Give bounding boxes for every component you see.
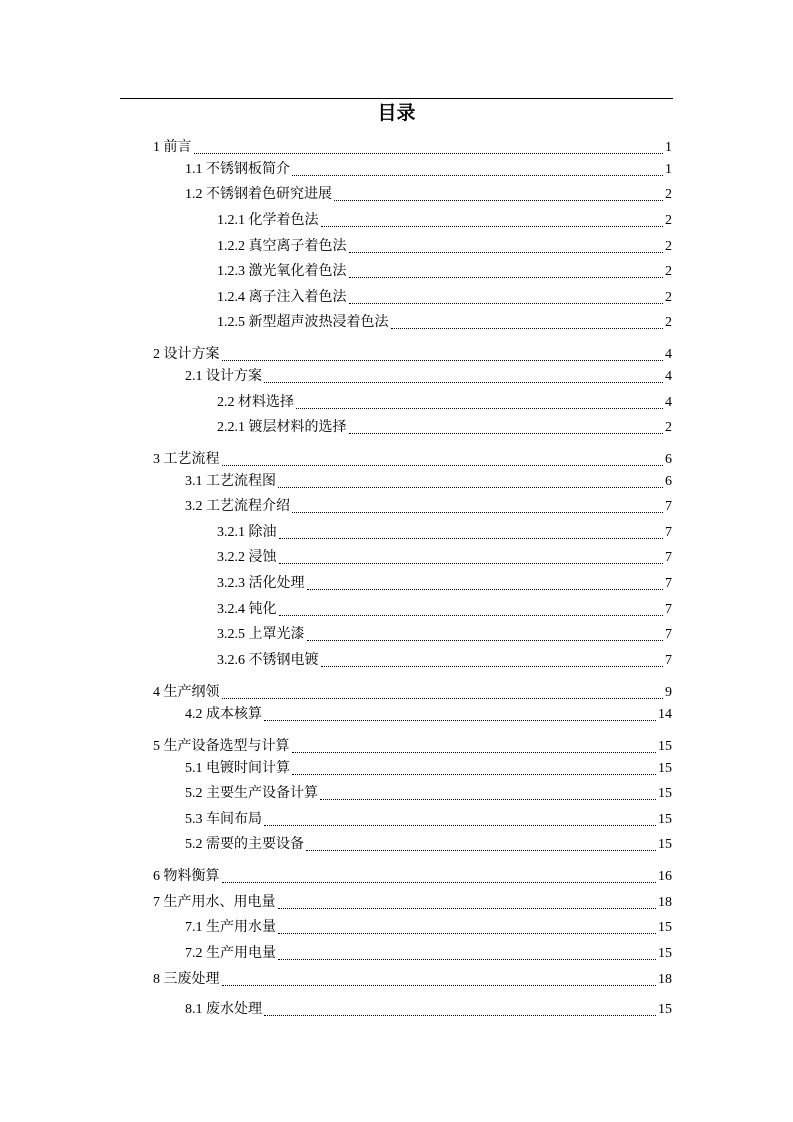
toc-entry-label: 8 三废处理 bbox=[153, 972, 220, 987]
toc-entry[interactable] bbox=[153, 345, 672, 365]
toc-entry[interactable] bbox=[185, 918, 672, 938]
toc-entry[interactable] bbox=[217, 523, 672, 543]
toc-entry-label: 3.2.5 上罩光漆 bbox=[217, 627, 305, 642]
toc-entry-page-number: 2 bbox=[665, 187, 672, 202]
toc-entry-label: 3.2.3 活化处理 bbox=[217, 576, 305, 591]
toc-leader-dots bbox=[278, 933, 656, 934]
toc-entry-label: 8.1 废水处理 bbox=[185, 1002, 262, 1017]
toc-entry[interactable] bbox=[153, 737, 672, 757]
toc-entry[interactable] bbox=[217, 288, 672, 308]
toc-entry-label: 1.2.4 离子注入着色法 bbox=[217, 290, 347, 305]
toc-entry-page-number: 2 bbox=[665, 239, 672, 254]
toc-entry-page-number: 15 bbox=[658, 946, 672, 961]
toc-entry-page-number: 15 bbox=[658, 1002, 672, 1017]
toc-entry-page-number: 15 bbox=[658, 786, 672, 801]
toc-entry[interactable] bbox=[185, 705, 672, 725]
toc-leader-dots bbox=[349, 433, 664, 434]
toc-leader-dots bbox=[194, 153, 664, 154]
toc-entry-page-number: 7 bbox=[665, 576, 672, 591]
toc-entry-page-number: 18 bbox=[658, 972, 672, 987]
toc-leader-dots bbox=[307, 640, 664, 641]
toc-entry-label: 2.2.1 镀层材料的选择 bbox=[217, 420, 347, 435]
toc-leader-dots bbox=[321, 226, 664, 227]
toc-entry-label: 3.2.6 不锈钢电镀 bbox=[217, 653, 319, 668]
toc-entry-page-number: 2 bbox=[665, 264, 672, 279]
toc-entry-page-number: 2 bbox=[665, 213, 672, 228]
toc-leader-dots bbox=[279, 538, 664, 539]
toc-entry-label: 5 生产设备选型与计算 bbox=[153, 739, 290, 754]
toc-entry-page-number: 4 bbox=[665, 369, 672, 384]
toc-entry[interactable] bbox=[217, 237, 672, 257]
toc-entry-label: 5.2 需要的主要设备 bbox=[185, 837, 304, 852]
toc-entry-label: 1.2.3 激光氧化着色法 bbox=[217, 264, 347, 279]
toc-entry-label: 3.1 工艺流程图 bbox=[185, 474, 276, 489]
toc-entry[interactable] bbox=[185, 497, 672, 517]
toc-entry-page-number: 15 bbox=[658, 837, 672, 852]
toc-entry-page-number: 16 bbox=[658, 869, 672, 884]
toc-entry[interactable] bbox=[185, 185, 672, 205]
toc-leader-dots bbox=[222, 465, 664, 466]
toc-entry[interactable] bbox=[185, 1000, 672, 1020]
toc-entry-page-number: 2 bbox=[665, 290, 672, 305]
toc-leader-dots bbox=[349, 252, 664, 253]
toc-entry-page-number: 15 bbox=[658, 920, 672, 935]
toc-leader-dots bbox=[264, 382, 663, 383]
toc-entry-label: 1.1 不锈钢板简介 bbox=[185, 162, 290, 177]
toc-entry[interactable] bbox=[185, 160, 672, 180]
toc-entry-label: 2.2 材料选择 bbox=[217, 395, 294, 410]
toc-leader-dots bbox=[264, 825, 656, 826]
toc-entry-label: 7 生产用水、用电量 bbox=[153, 895, 276, 910]
toc-entry[interactable] bbox=[217, 418, 672, 438]
toc-entry-label: 1 前言 bbox=[153, 140, 192, 155]
toc-entry-label: 2 设计方案 bbox=[153, 347, 220, 362]
toc-entry-page-number: 14 bbox=[658, 707, 672, 722]
toc-entry-page-number: 7 bbox=[665, 627, 672, 642]
toc-entry-label: 1.2.5 新型超声波热浸着色法 bbox=[217, 315, 389, 330]
toc-leader-dots bbox=[292, 175, 663, 176]
toc-entry-page-number: 1 bbox=[665, 140, 672, 155]
toc-entry[interactable] bbox=[217, 393, 672, 413]
toc-entry[interactable] bbox=[185, 944, 672, 964]
toc-leader-dots bbox=[278, 908, 657, 909]
toc-entry-label: 3.2.1 除油 bbox=[217, 525, 277, 540]
toc-entry[interactable] bbox=[185, 784, 672, 804]
toc-entry-label: 1.2.2 真空离子着色法 bbox=[217, 239, 347, 254]
toc-leader-dots bbox=[279, 563, 664, 564]
toc-entry-page-number: 18 bbox=[658, 895, 672, 910]
toc-entry[interactable] bbox=[217, 651, 672, 671]
toc-entry[interactable] bbox=[185, 472, 672, 492]
toc-entry-page-number: 15 bbox=[658, 739, 672, 754]
toc-entry[interactable] bbox=[153, 867, 672, 887]
toc-leader-dots bbox=[292, 774, 656, 775]
toc-entry[interactable] bbox=[217, 625, 672, 645]
toc-entry-page-number: 7 bbox=[665, 499, 672, 514]
toc-entry-page-number: 2 bbox=[665, 315, 672, 330]
toc-leader-dots bbox=[349, 277, 664, 278]
toc-entry-label: 7.2 生产用电量 bbox=[185, 946, 276, 961]
toc-entry[interactable] bbox=[217, 600, 672, 620]
toc-leader-dots bbox=[278, 487, 663, 488]
toc-entry[interactable] bbox=[217, 313, 672, 333]
toc-entry-page-number: 1 bbox=[665, 162, 672, 177]
toc-entry-page-number: 6 bbox=[665, 452, 672, 467]
toc-entry-page-number: 7 bbox=[665, 653, 672, 668]
toc-entry[interactable] bbox=[185, 810, 672, 830]
toc-entry-label: 7.1 生产用水量 bbox=[185, 920, 276, 935]
toc-leader-dots bbox=[222, 882, 657, 883]
toc-entry[interactable] bbox=[153, 138, 672, 158]
toc-entry-page-number: 7 bbox=[665, 550, 672, 565]
toc-entry[interactable] bbox=[185, 759, 672, 779]
toc-leader-dots bbox=[349, 303, 664, 304]
toc-entry-label: 5.3 车间布局 bbox=[185, 812, 262, 827]
toc-entry[interactable] bbox=[153, 683, 672, 703]
toc-entry-page-number: 7 bbox=[665, 602, 672, 617]
toc-entry-label: 1.2 不锈钢着色研究进展 bbox=[185, 187, 332, 202]
toc-leader-dots bbox=[321, 666, 664, 667]
toc-entry-label: 5.1 电镀时间计算 bbox=[185, 761, 290, 776]
toc-entry[interactable] bbox=[217, 574, 672, 594]
toc-entry-label: 4 生产纲领 bbox=[153, 685, 220, 700]
toc-entry-label: 3.2.4 钝化 bbox=[217, 602, 277, 617]
toc-leader-dots bbox=[306, 850, 656, 851]
toc-entry-label: 3 工艺流程 bbox=[153, 452, 220, 467]
toc-leader-dots bbox=[334, 200, 663, 201]
toc-leader-dots bbox=[292, 752, 657, 753]
toc-leader-dots bbox=[391, 328, 664, 329]
toc-entry-label: 4.2 成本核算 bbox=[185, 707, 262, 722]
toc-entry-page-number: 6 bbox=[665, 474, 672, 489]
toc-leader-dots bbox=[278, 959, 656, 960]
toc-entry[interactable] bbox=[185, 367, 672, 387]
toc-leader-dots bbox=[279, 615, 664, 616]
toc-entry-label: 3.2.2 浸蚀 bbox=[217, 550, 277, 565]
toc-entry[interactable] bbox=[153, 970, 672, 990]
toc-entry[interactable] bbox=[153, 893, 672, 913]
toc-entry-page-number: 15 bbox=[658, 812, 672, 827]
toc-entry[interactable] bbox=[217, 262, 672, 282]
toc-leader-dots bbox=[320, 799, 656, 800]
toc-entry-page-number: 2 bbox=[665, 420, 672, 435]
toc-entry-page-number: 15 bbox=[658, 761, 672, 776]
toc-leader-dots bbox=[307, 589, 664, 590]
toc-entry-label: 1.2.1 化学着色法 bbox=[217, 213, 319, 228]
toc-entry-page-number: 9 bbox=[665, 685, 672, 700]
toc-leader-dots bbox=[222, 360, 664, 361]
toc-leader-dots bbox=[296, 408, 663, 409]
toc-leader-dots bbox=[264, 720, 656, 721]
toc-leader-dots bbox=[292, 512, 663, 513]
toc-leader-dots bbox=[222, 985, 657, 986]
toc-entry-page-number: 7 bbox=[665, 525, 672, 540]
toc-entry[interactable] bbox=[217, 548, 672, 568]
toc-leader-dots bbox=[222, 698, 664, 699]
toc-entry[interactable] bbox=[185, 835, 672, 855]
toc-entry-page-number: 4 bbox=[665, 347, 672, 362]
toc-entry-page-number: 4 bbox=[665, 395, 672, 410]
toc-entry-label: 2.1 设计方案 bbox=[185, 369, 262, 384]
toc-entry[interactable] bbox=[153, 450, 672, 470]
toc-entry-label: 5.2 主要生产设备计算 bbox=[185, 786, 318, 801]
toc-entry-label: 3.2 工艺流程介绍 bbox=[185, 499, 290, 514]
toc-entry[interactable] bbox=[217, 211, 672, 231]
toc-leader-dots bbox=[264, 1015, 656, 1016]
toc-entry-label: 6 物料衡算 bbox=[153, 869, 220, 884]
page-title: 目录 bbox=[377, 102, 416, 124]
